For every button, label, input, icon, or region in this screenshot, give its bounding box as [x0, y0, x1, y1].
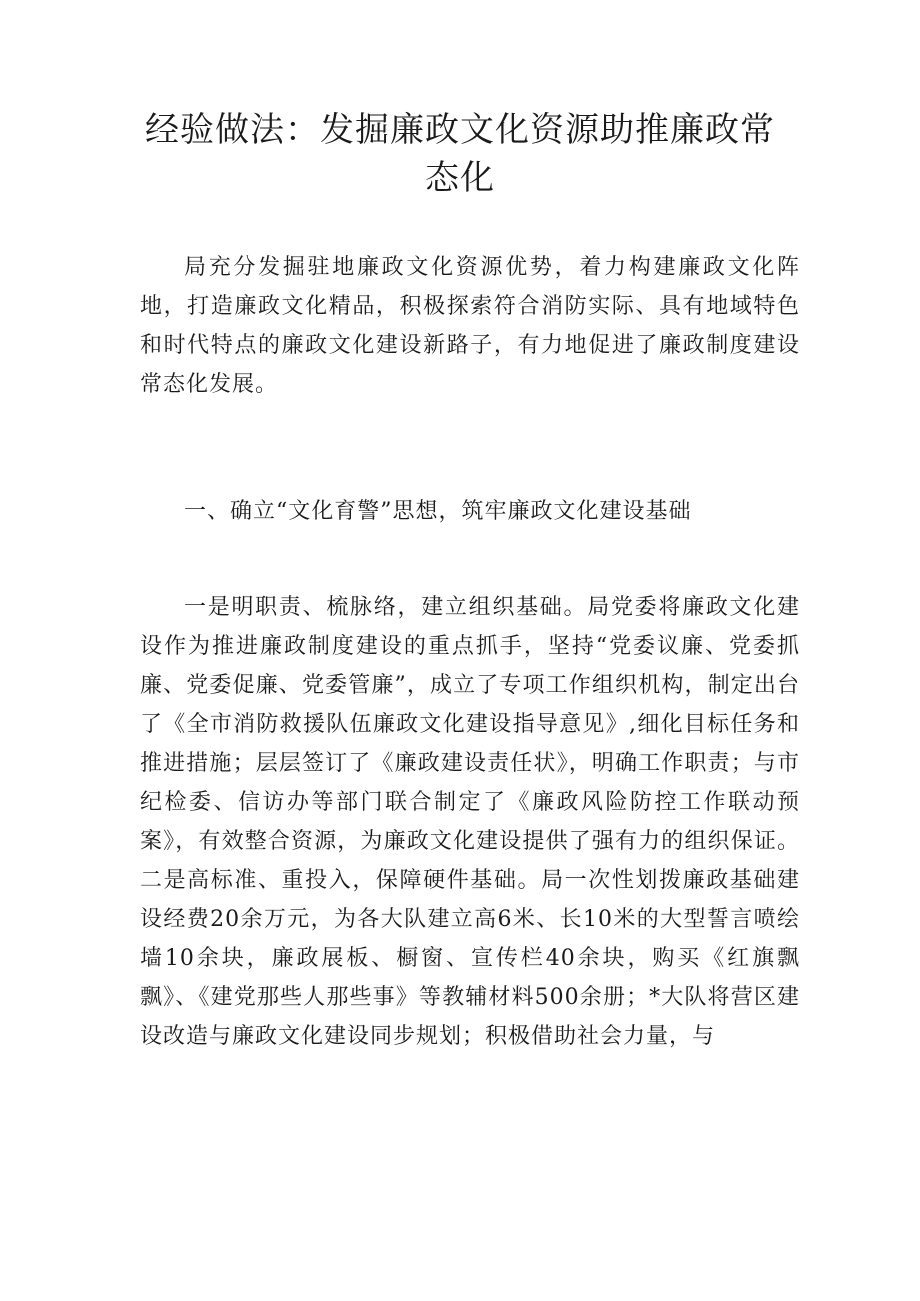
section-heading: 一、确立“文化育警”思想，筑牢廉政文化建设基础: [184, 499, 692, 524]
document-title: 经验做法：发掘廉政文化资源助推廉政常态化: [145, 110, 775, 198]
section-paragraph: 一是明职责、梳脉络，建立组织基础。局党委将廉政文化建设作为推进廉政制度建设的重点抓手，坚持“党委议廉、党委抓廉、党委促廉、党委管廉”，成立了专项工作组织机构，制定出台了《全市消防救援队伍廉政文化建设指导意见》,细化目标任务和推进措施；层层签订了《廉政建设责任状》，明确工作职责；与市纪检委、信访办等部门联合制定了《廉政风险防控工作联动预案》，有效整合资源，为廉政文化建设提供了强有力的组织保证。二是高标准、重投入，保障硬件基础。局一次性划拨廉政基础建设经费20余万元，为各大队建立高6米、长10米的大型誓言喷绘墙10余块，廉政展板、橱窗、宣传栏40余块，购买《红旗飘飘》、《建党那些人那些事》等教辅材料500余册；*大队将营区建设改造与廉政文化建设同步规划；积极借助社会力量，与: [140, 595, 800, 1049]
intro-paragraph: 局充分发掘驻地廉政文化资源优势，着力构建廉政文化阵地，打造廉政文化精品，积极探索符合消防实际、具有地域特色和时代特点的廉政文化建设新路子，有力地促进了廉政制度建设常态化发展。: [140, 255, 800, 397]
